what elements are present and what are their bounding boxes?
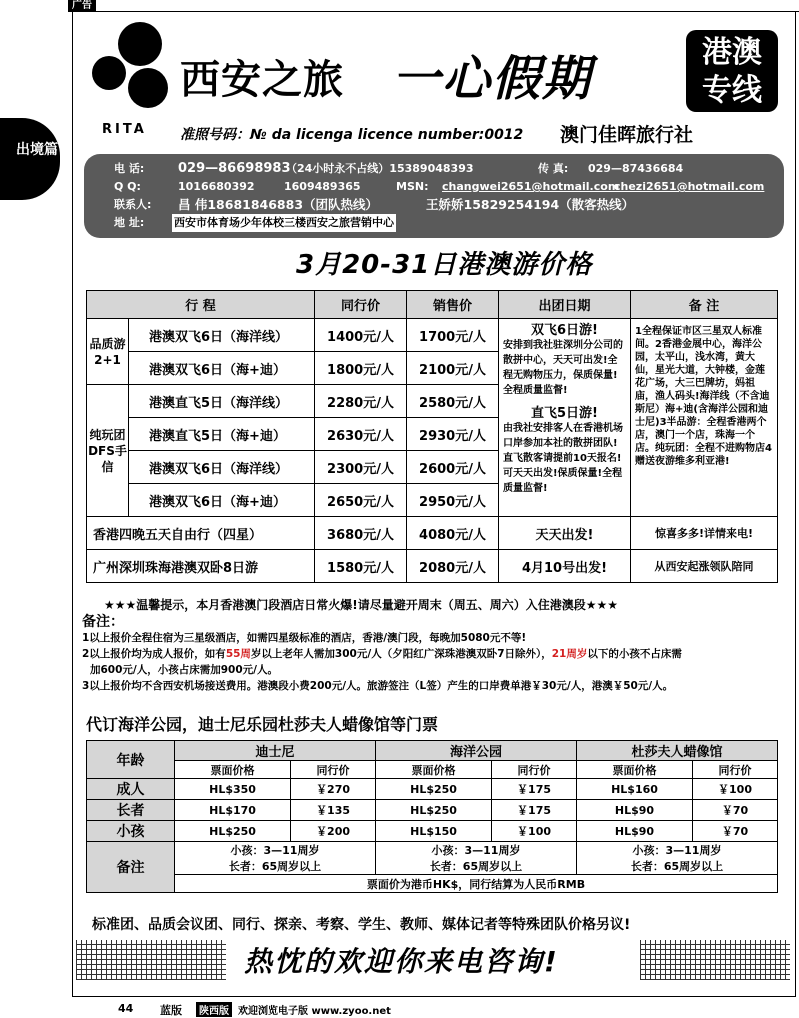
agency-name: 澳门佳晖旅行社: [560, 124, 694, 146]
table-row: 港澳双飞6日（海洋线） 2300元/人 2600元/人: [87, 451, 778, 484]
logo-text: RITA: [102, 122, 147, 137]
rita-logo: [88, 22, 170, 137]
notes-section: 备注： 1以上报价全程住宿为三星级酒店，如需四星级标准的酒店，香港/澳门段，每晚加5080元不等! 2以上报价均为成人报价，如有55周岁以上老年人需加300元/人（夕阳红广深珠港澳双卧7日除外），21周岁以下的小孩不占床需 加600元/人，小孩占床需加900元/人。 3以上报价均不含西安机场接送费用。港澳段小费200元/人。旅游签注（L签）产生的口岸费单港￥30元/人，港澳￥50元/人。: [82, 614, 682, 692]
phone-number: 029—86698983: [178, 161, 291, 176]
table-row: 港澳直飞5日（海+迪） 2630元/人 2930元/人: [87, 418, 778, 451]
ticket-heading: 代订海洋公园，迪士尼乐园杜莎夫人蜡像馆等门票: [86, 715, 439, 734]
edition: 蓝版: [160, 1004, 182, 1017]
website-link[interactable]: 欢迎浏览电子版 www.zyoo.net: [238, 1006, 391, 1017]
license-number: 准照号码：№ da licenga licence number:0012: [180, 127, 524, 143]
decor-grid-right: [640, 940, 790, 980]
slogan: 一心假期: [392, 51, 593, 107]
table-row: 成人 HL$350 ￥270 HL$250 ￥175 HL$160 ￥100: [87, 779, 778, 800]
msn-link-2[interactable]: chezi2651@hotmail.com: [614, 180, 765, 193]
edition-badge: 陕西版: [196, 1002, 232, 1017]
brand-name: 西安之旅: [180, 57, 344, 103]
ad-tag: 广告: [68, 0, 96, 12]
route-badge: 港澳 专线: [686, 30, 778, 112]
page-title: 3月20-31日港澳游价格: [296, 250, 593, 280]
table-row: 港澳双飞6日（海+迪） 1800元/人 2100元/人: [87, 352, 778, 385]
msn-link-1[interactable]: changwei2651@hotmail.com: [442, 180, 620, 193]
table-row: 长者 HL$170 ￥135 HL$250 ￥175 HL$90 ￥70: [87, 800, 778, 821]
group-pricing-note: 标准团、品质会议团、同行、探亲、考察、学生、教师、媒体记者等特殊团队价格另议!: [92, 917, 631, 933]
decor-grid-left: [76, 940, 226, 980]
table-row: 广州深圳珠海港澳双卧8日游 1580元/人 2080元/人 4月10号出发! 从西安起涨领队陪同: [87, 550, 778, 583]
side-tab: 出境篇: [0, 118, 60, 200]
table-row: 港澳双飞6日（海+迪） 2650元/人 2950元/人: [87, 484, 778, 517]
ticket-table: 年龄 迪士尼 海洋公园 杜莎夫人蜡像馆 票面价格 同行价 票面价格 同行价 票面价格 同行价 成人 HL$350 ￥270 HL$250 ￥175 HL$160 ￥100 长者 HL$170 ￥135 HL$250 ￥175 HL$90 ￥70 小孩 HL$250 ￥200 HL$150 ￥100 HL$90 ￥70 备注 小孩：3—11周岁 长者：65周岁以上 小孩：3—11周岁 长者：65周岁以上 小孩：3—11周岁 长者：65周岁以上 票面价为港币HK$，同行结算为人民币RMB: [86, 740, 778, 893]
top-strip: [68, 0, 799, 12]
warning-banner: ★★★温馨提示，本月香港澳门段酒店日常火爆!请尽量避开周末（周五、周六）入住港澳段★★★: [104, 598, 619, 612]
table-row: 香港四晚五天自由行（四星） 3680元/人 4080元/人 天天出发! 惊喜多多!详情来电!: [87, 517, 778, 550]
table-row: 纯玩团DFS手信 港澳直飞5日（海洋线） 2280元/人 2580元/人: [87, 385, 778, 418]
table-row: 小孩 HL$250 ￥200 HL$150 ￥100 HL$90 ￥70: [87, 821, 778, 842]
contact-box: 电 话: 029—86698983 （24小时永不占线）15389048393 传 真: 029—87436684 Q Q: 1016680392 1609489365 MSN: changwei2651@hotmail.com chezi2651@hotmail.com 联系人: 昌 伟18681846883（团队热线） 王娇娇15829254194（散客热线） 地 址: 西安市体育场少年体校三楼西安之旅营销中心: [84, 154, 784, 238]
table-row: 品质游2+1 港澳双飞6日（海洋线） 1400元/人 1700元/人 双飞6日游! 安排到我社驻深圳分公司的散拼中心，天天可出发!全程无购物压力，保质保量!全程质量监督! 直飞5日游! 由我社安排客人在香港机场口岸参加本社的散拼团队!直飞散客请提前10天报名!可天天出发!保质保量!全程质量监督! 1全程保证市区三星双人标准间。2香港金展中心，海洋公园，太平山，浅水湾，黄大仙，星光大道，大钟楼，金莲花广场，大三巴牌坊，妈祖庙，渔人码头!海洋线（不含迪斯尼）海+迪(含海洋公园和迪士尼)3半品游：全程香港两个店，澳门一个店，珠海一个店。纯玩团：全程不进购物店4赠送夜游维多利亚港!: [87, 319, 778, 352]
price-table: 行 程 同行价 销售价 出团日期 备 注 品质游2+1 港澳双飞6日（海洋线） 1400元/人 1700元/人 双飞6日游! 安排到我社驻深圳分公司的散拼中心，天天可出发!全程无购物压力，保质保量!全程质量监督! 直飞5日游! 由我社安排客人在香港机场口岸参加本社的散拼团队!直飞散客请提前10天报名!可天天出发!保质保量!全程质量监督! 1全程保证市区三星双人标准间。2香港金展中心，海洋公园，太平山，浅水湾，黄大仙，星光大道，大钟楼，金莲花广场，大三巴牌坊，妈祖庙，渔人码头!海洋线（不含迪斯尼）海+迪(含海洋公园和迪士尼)3半品游：全程香港两个店，澳门一个店，珠海一个店。纯玩团：全程不进购物店4赠送夜游维多利亚港! 港澳双飞6日（海+迪） 1800元/人 2100元/人 纯玩团DFS手信 港澳直飞5日（海洋线） 2280元/人 2580元/人 港澳直飞5日（海+迪） 2630元/人 2930元/人 港澳双飞6日（海洋线） 2300元/人 2600元/人 港澳双飞6日（海+迪） 2650元/人 2950元/人 香港四晚五天自由行（四星） 3680元/人 4080元/人 天天出发! 惊喜多多!详情来电! 广州深圳珠海港澳双卧8日游 1580元/人 2080元/人 4月10号出发! 从西安起涨领队陪同: [86, 290, 778, 583]
welcome-banner: 热忱的欢迎你来电咨询!: [244, 945, 559, 978]
page-number: 44: [118, 1002, 134, 1015]
